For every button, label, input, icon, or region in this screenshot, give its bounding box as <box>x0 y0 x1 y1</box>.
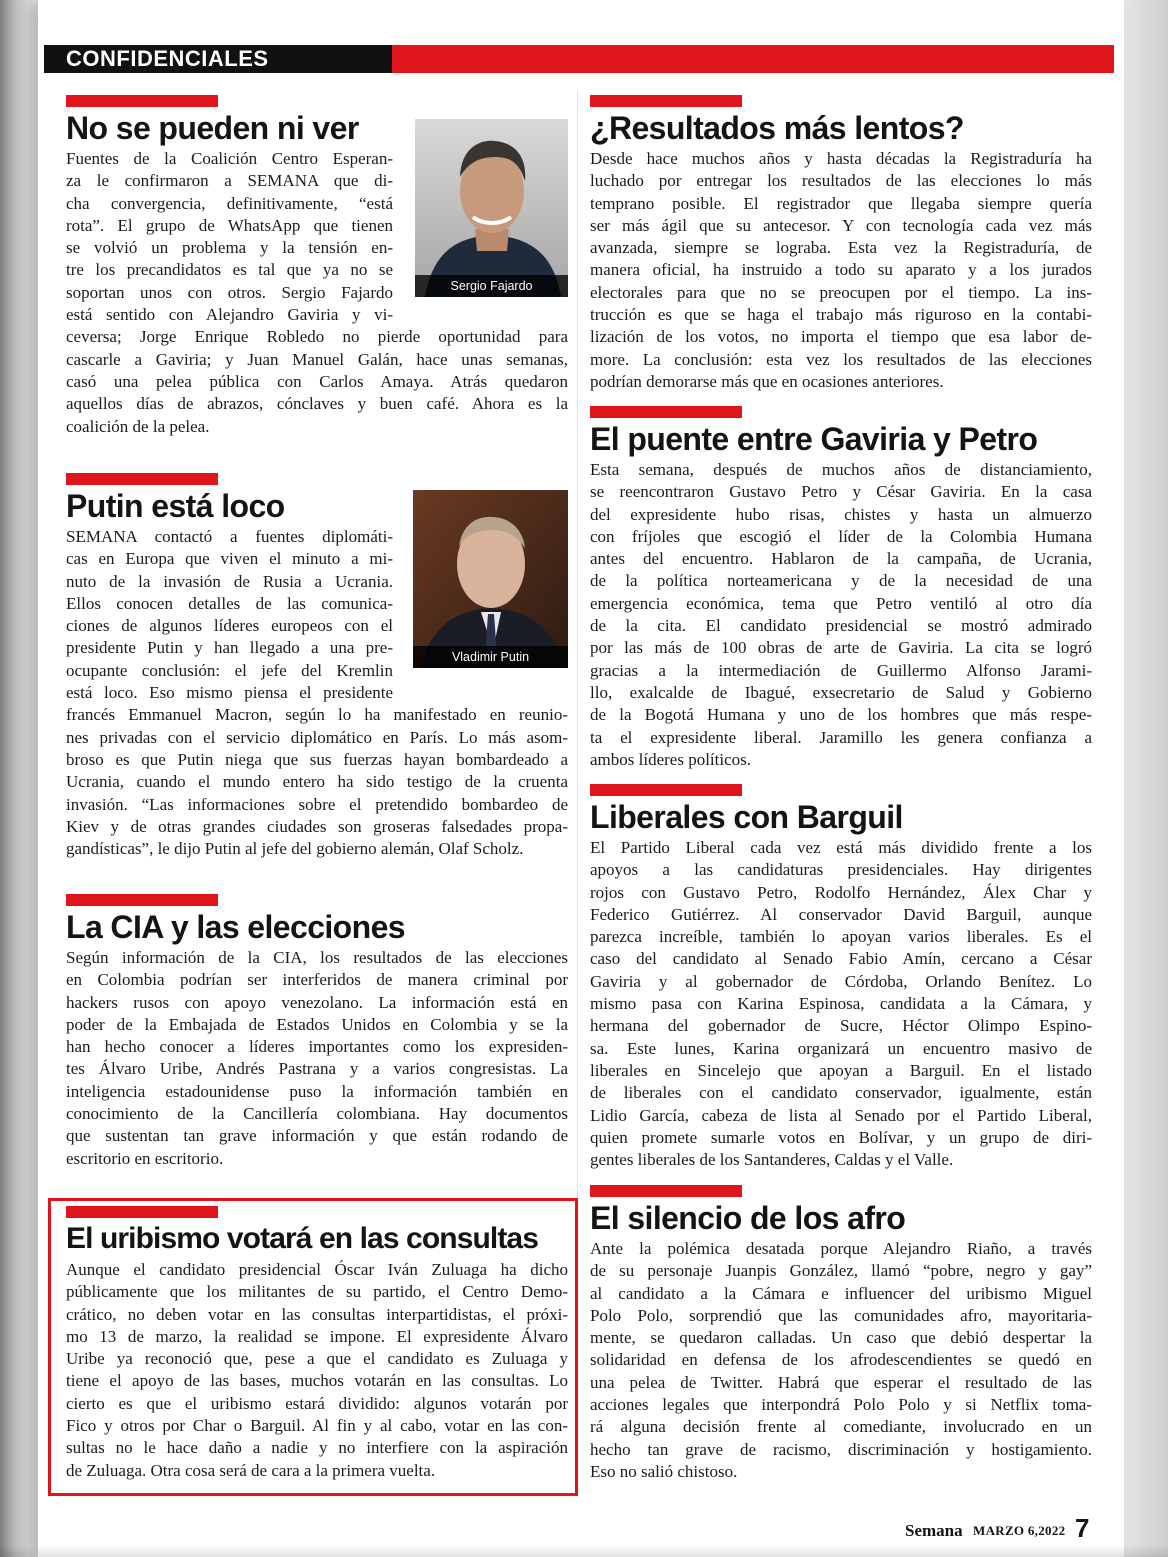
article-line: ta el expresidente liberal. Jaramillo les genera confianza a <box>590 727 1092 747</box>
article-line: se volvió un problema y la tensión en- <box>66 238 393 258</box>
article-afro <box>590 1185 1092 1485</box>
article-line: za le confirmaron a SEMANA que di- <box>66 171 393 191</box>
article-line: Eso no salió chistoso. <box>590 1461 738 1481</box>
article-body <box>590 459 1092 771</box>
issue-date: MARZO 6,2022 <box>973 1523 1066 1538</box>
article-line: manera oficial, ha instruido a todo su aparato y a los jurados <box>590 260 1092 280</box>
article-headline: Liberales con Barguil <box>590 799 903 835</box>
article-line: sultas no le hace daño a nadie y no interfiere con la aspiración <box>66 1438 568 1458</box>
article-puente <box>590 406 1092 771</box>
article-line: Gaviria y al gobernador de Córdoba, Orlando Benítez. Lo <box>590 971 1092 991</box>
article-line: gandísticas”, le dijo Putin al jefe del gobierno alemán, Olaf Scholz. <box>66 839 524 859</box>
article-line: rá alguna decisión frente al comediante, involucrado en un <box>590 1417 1092 1437</box>
article-line: con fríjoles que escogió el líder de la Colombia Humana <box>590 526 1092 546</box>
article-headline: No se pueden ni ver <box>66 110 359 146</box>
article-line: rojos con Gustavo Petro, Rodolfo Hernández, Álex Char y <box>590 882 1092 902</box>
article-line: han hecho conocer a líderes importantes como los expresiden- <box>66 1037 568 1057</box>
article-headline: El uribismo votará en las consultas <box>66 1222 538 1255</box>
article-line: temprano posible. El registrador que llegaba siempre quería <box>590 193 1092 213</box>
article-line: está loco. Eso mismo piensa el presidente <box>66 683 393 703</box>
article-line: hackers rusos con apoyo venezolano. La información está en <box>66 992 568 1012</box>
article-line: parezca increíble, también lo apoyan varios liberales. Es el <box>590 927 1092 947</box>
article-line: electorales para que no se preocupen por el tiempo. La ins- <box>590 282 1092 302</box>
article-line: casó una pelea pública con Carlos Amaya. Atrás quedaron <box>66 371 568 391</box>
article-resultados <box>590 95 1092 395</box>
article-line: gentes liberales de los Santanderes, Caldas y el Valle. <box>590 1150 954 1170</box>
article-line: al candidato a la Cámara e influencer del uribismo Miguel <box>590 1283 1092 1303</box>
article-line: mismo pasa con Karina Espinosa, candidata a la Cámara, y <box>590 994 1092 1014</box>
article-line: rota”. El grupo de WhatsApp que tienen <box>66 215 393 235</box>
article-line: de la Bogotá Humana y uno de los hombres que más respe- <box>590 705 1092 725</box>
article-body <box>590 837 1092 1171</box>
headline-accent-bar <box>66 894 218 906</box>
article-line: Ucrania, cuando el mundo entero ha sido testigo de la cruenta <box>66 772 568 792</box>
article-line: presidente Putin y han llegado a una pre- <box>66 638 393 658</box>
article-line: more. La conclusión: esta vez los resultados de las elecciones <box>590 349 1092 369</box>
article-line: francés Emmanuel Macron, según lo ha manifestado en reunio- <box>66 705 568 725</box>
article-line: conocimiento de la Cancillería colombiana. Hay documentos <box>66 1104 568 1124</box>
headline-accent-bar <box>590 1185 742 1197</box>
putin-photo <box>413 490 568 668</box>
article-line: liberales en Sincelejo que apoyan a Barguil. En el listado <box>590 1060 1092 1080</box>
article-headline: ¿Resultados más lentos? <box>590 110 964 146</box>
magazine-brand: Semana <box>905 1521 963 1540</box>
article-line: antes del encuentro. Hablaron de la campaña, de Ucrania, <box>590 549 1092 569</box>
article-body <box>66 947 568 1170</box>
article-line: emergencia económica, tema que Petro ventiló al otro día <box>590 593 1092 613</box>
article-line: de la política norteamericana y de la necesidad de una <box>590 571 1092 591</box>
article-line: de liberales con el candidato conservador, igualmente, están <box>590 1083 1092 1103</box>
article-body <box>66 1259 568 1482</box>
article-line: Desde hace muchos años y hasta décadas la Registraduría ha <box>590 149 1092 168</box>
article-line: mo 13 de marzo, la realidad se impone. El expresidente Álvaro <box>66 1326 568 1346</box>
article-line: ser más ágil que su antecesor. Y con tecnología cada vez más <box>590 215 1092 235</box>
article-headline: El silencio de los afro <box>590 1200 906 1236</box>
page-edge-shadow <box>0 1545 1168 1557</box>
article-line: que sustentan tan grave información y que están rodando de <box>66 1126 568 1146</box>
headline-accent-bar <box>66 473 218 485</box>
headline-accent-bar <box>590 95 742 107</box>
article-line: ambos líderes políticos. <box>590 749 752 769</box>
page-number: 7 <box>1075 1513 1090 1543</box>
article-line: nuto de la invasión de Rusia a Ucrania. <box>66 571 393 591</box>
article-line: aquellos días de abrazos, cónclaves y buen café. Ahora es la <box>66 394 568 414</box>
article-line: hecho tan grave de racismo, discriminación y hostigamiento. <box>590 1439 1092 1459</box>
article-line: invasión. “Las informaciones sobre el pretendido bombardeo de <box>66 794 568 814</box>
article-line: trucción es que se haga el trabajo más riguroso en la contabi- <box>590 305 1092 325</box>
article-line: soportan unos con otros. Sergio Fajardo <box>66 282 393 302</box>
article-line: de Zuluaga. Otra cosa será de cara a la primera vuelta. <box>66 1460 436 1480</box>
article-line: Uribe ya reconoció que, pese a que el candidato es Zuluaga y <box>66 1349 568 1369</box>
article-cia <box>66 894 568 1174</box>
article-line: podrían demorarse más que en ocasiones anteriores. <box>590 371 944 391</box>
headline-accent-bar <box>66 95 218 107</box>
article-line: Lidio García, cabeza de lista al Senado por el Partido Liberal, <box>590 1105 1092 1125</box>
section-title: CONFIDENCIALES <box>44 45 392 73</box>
article-line: apoyos a las candidaturas presidenciales. Hay dirigentes <box>590 860 1092 880</box>
article-line: se reencontraron Gustavo Petro y César Gaviria. En la casa <box>590 482 1092 502</box>
article-line: caso del candidato al Senado Fabio Amín, cercano a César <box>590 949 1092 969</box>
article-line: crático, no deben votar en las consultas interpartidistas, el próxi- <box>66 1304 568 1324</box>
article-line: Aunque el candidato presidencial Óscar Iván Zuluaga ha dicho <box>66 1260 568 1279</box>
article-line: tre los precandidatos es tal que ya no se <box>66 260 393 280</box>
article-line: en Colombia podrían ser interferidos de manera criminal por <box>66 970 568 990</box>
article-line: cascarle a Gaviria; y Juan Manuel Galán, hace unas semanas, <box>66 349 568 369</box>
headline-accent-bar <box>590 406 742 418</box>
article-line: por las más de 100 obras de arte de Gaviria. La cita se logró <box>590 638 1092 658</box>
article-line: acciones legales que interpondrá Polo Polo y si Netflix toma- <box>590 1395 1092 1415</box>
article-line: El Partido Liberal cada vez está más dividido frente a los <box>590 838 1092 857</box>
article-uribismo <box>66 1206 568 1486</box>
article-line: Ellos conocen detalles de las comunica- <box>66 593 393 613</box>
article-headline: El puente entre Gaviria y Petro <box>590 421 1038 457</box>
photo-caption: Sergio Fajardo <box>415 275 568 297</box>
article-line: escritorio en escritorio. <box>66 1148 224 1168</box>
article-line: broso es que Putin niega que sus fuerzas hayan bombardeado a <box>66 749 568 769</box>
article-line: Ante la polémica desatada porque Alejandro Riaño, a través <box>590 1239 1092 1258</box>
article-line: está sentido con Alejandro Gaviria y vi- <box>66 305 393 325</box>
article-line: cas en Europa que viven el minuto a mi- <box>66 549 393 569</box>
article-line: llo, exalcalde de Ibagué, exsecretario de Salud y Gobierno <box>590 682 1092 702</box>
article-line: Fico y otros por Char o Barguil. Al fin y al cabo, votar en las con- <box>66 1416 568 1436</box>
article-liberales <box>590 784 1092 1174</box>
article-line: Esta semana, después de muchos años de distanciamiento, <box>590 460 1092 479</box>
article-line: cha convergencia, definitivamente, “está <box>66 193 393 213</box>
article-line: nes privadas con el servicio diplomático en París. Lo más asom- <box>66 727 568 747</box>
photo-caption: Vladimir Putin <box>413 646 568 668</box>
article-line: Kiev y de otras grandes ciudades son groseras falsedades propa- <box>66 816 568 836</box>
article-line: de la cita. El candidato presidencial se mostró admirado <box>590 616 1092 636</box>
article-line: inteligencia estadounidense puso la información también en <box>66 1081 568 1101</box>
article-line: SEMANA contactó a fuentes diplomáti- <box>66 527 393 546</box>
article-line: luchado por entregar los resultados de las elecciones lo más <box>590 171 1092 191</box>
fajardo-photo <box>415 119 568 297</box>
article-line: lización de los votos, no importa el tiempo que esa labor de- <box>590 327 1092 347</box>
article-line: de su personaje Juanpis González, llamó “pobre, negro y gay” <box>590 1261 1092 1281</box>
article-line: sa. Este lunes, Karina organizará un encuentro masivo de <box>590 1038 1092 1058</box>
headline-accent-bar <box>66 1206 218 1218</box>
article-line: Federico Gutiérrez. Al conservador David Barguil, aunque <box>590 904 1092 924</box>
article-line: Según información de la CIA, los resultados de las elecciones <box>66 948 568 967</box>
portrait-photo-icon <box>415 119 568 297</box>
article-line: coalición de la pelea. <box>66 416 210 436</box>
article-line: del expresidente hubo risas, chistes y hasta un almuerzo <box>590 504 1092 524</box>
article-line: una pelea de Twitter. Habrá que esperar el resultado de las <box>590 1372 1092 1392</box>
article-line: avanzada, siempre se lograba. Esta vez la Registraduría, de <box>590 238 1092 258</box>
headline-accent-bar <box>590 784 742 796</box>
article-line: ciones de algunos líderes europeos con el <box>66 616 393 636</box>
article-line: hermana del gobernador de Sucre, Héctor Olimpo Espino- <box>590 1016 1092 1036</box>
article-headline: La CIA y las elecciones <box>66 909 405 945</box>
article-line: solidaridad en defensa de los afrodescendientes se quedó en <box>590 1350 1092 1370</box>
article-line: gracias a la intermediación de Guillermo Alfonso Jarami- <box>590 660 1092 680</box>
article-line: Polo Polo, sorprendió que las comunidades afro, mayoritaria- <box>590 1305 1092 1325</box>
article-line: públicamente que los militantes de su partido, el Centro Demo- <box>66 1282 568 1302</box>
article-line: tiene el apoyo de las bases, muchos votarán en las consultas. Lo <box>66 1371 568 1391</box>
article-line: Fuentes de la Coalición Centro Esperan- <box>66 149 393 168</box>
article-body <box>590 148 1092 393</box>
article-headline: Putin está loco <box>66 488 285 524</box>
article-body <box>590 1238 1092 1483</box>
portrait-photo-icon <box>413 490 568 668</box>
article-line: mente, se quedaron calladas. Un caso que debió despertar la <box>590 1328 1092 1348</box>
article-line: cierto es que el uribismo estará dividido: algunos votarán por <box>66 1393 568 1413</box>
article-line: poder de la Embajada de Estados Unidos en Colombia y se la <box>66 1014 568 1034</box>
article-line: tes Álvaro Uribe, Andrés Pastrana y a varios congresistas. La <box>66 1059 568 1079</box>
section-header <box>44 45 1114 73</box>
article-line: ceversa; Jorge Enrique Robledo no pierde oportunidad para <box>66 327 568 347</box>
article-line: ocupante conclusión: el jefe del Kremlin <box>66 660 393 680</box>
article-line: quien promete sumarle votos en Bolívar, y un grupo de diri- <box>590 1127 1092 1147</box>
page-footer <box>905 1513 1105 1547</box>
